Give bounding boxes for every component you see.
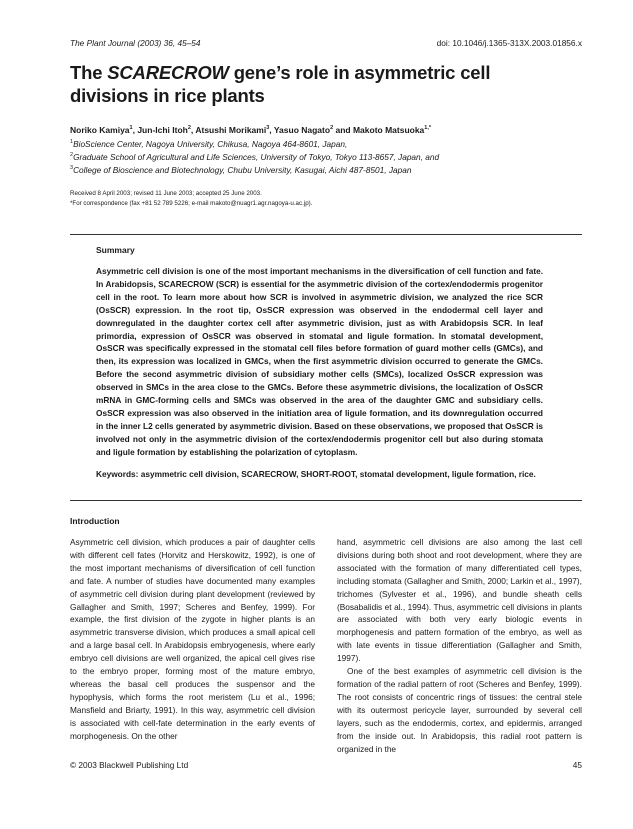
affiliation-text: Graduate School of Agricultural and Life Sciences, University of Tokyo, Tokyo 113-8657, Japan, and	[73, 151, 440, 162]
author-separator: ,	[269, 124, 274, 135]
affiliation-text: College of Bioscience and Biotechnology, Chubu University, Kasugai, Aichi 487-8501, Japan	[73, 164, 412, 175]
author-affil-mark: 1,*	[424, 125, 432, 131]
keywords: Keywords: asymmetric cell division, SCARECROW, SHORT-ROOT, stomatal development, ligule formation, rice.	[96, 468, 536, 479]
affiliation-number: 1	[70, 139, 74, 145]
author-name: Noriko Kamiya	[70, 124, 130, 135]
copyright-notice: © 2003 Blackwell Publishing Ltd	[70, 760, 189, 770]
intro-paragraph-1-continued: hand, asymmetric cell divisions are also among the last cell divisions during both shoot and root development, where they are associated with the formation of many differentiated cell types, including stomata (Gallagher and Smith, 2000; Larkin et al., 1997), trichomes (Sylvester et al., 1996), and bundle sheath cells (Bosabalidis et al., 1994). Thus, asymmetric cell divisions in plants are associated with both very early biologic events in morphogenesis and pattern formation of the embryo, as well as with late events in tissue differentiation (Gallagher and Smith, 1997).	[337, 537, 582, 664]
summary-body: Asymmetric cell division is one of the most important mechanisms in the diversification of cell function and fate. In Arabidopsis, SCARECROW (SCR) is essential for the asymmetric division of the cortex/endodermis progenitor cell in the root. To learn more about how SCR is involved in asymmetric division, we analyzed the rice SCR (OsSCR) expression. In the root tip, OsSCR expression was observed in the endodermal cell layer and downregulated in the daughter cortex cell after asymmetric division, just as with Arabidopsis SCR. In leaf primordia, expression of OsSCR was observed in stomatal and ligule formation. In stomatal development, OsSCR was specifically expressed in the stomatal cell files before formation of guard mother cells (GMCs), and then, its expression was localized in GMCs, when the first asymmetric division occurred to generate the GMCs. Before the second asymmetric division of subsidiary mother cells (SMCs), localized OsSCR expression was observed in SMCs in the area close to the GMCs. Before these asymmetric divisions, the localization of OsSCR mRNA in GMC-forming cells and SMCs was observed in the area of the daughter GMC and subsidiary cells. OsSCR expression was also observed in the initiation area of ligule formation, and its downregulation occurred in the inner L2 cells generated by asymmetric division. Based on these observations, we proposed that OsSCR is involved not only in the asymmetric division of the cortex/endodermis progenitor cell but also during stomata and ligule formation by establishing the polarization of cytoplasm.	[96, 266, 543, 457]
author-separator: ,	[132, 124, 138, 135]
running-header	[70, 38, 582, 52]
intro-paragraph-2: One of the best examples of asymmetric cell division is the formation of the radial pattern of root (Scheres and Benfey, 1999). The root consists of concentric rings of tissues: the central stele with its outermost pericycle layer, surrounded by several cell layers, such as the endodermis, cortex, and epidermis, arranged from the inside out. In Arabidopsis, this radial root pattern is organized in the	[337, 666, 582, 754]
affiliation-number: 2	[70, 152, 74, 158]
author-list	[70, 122, 582, 136]
intro-paragraph-1: Asymmetric cell division, which produces a pair of daughter cells with different cell fates (Horvitz and Herskowitz, 1992), is one of the most important mechanisms of diversification of cell function and fate. A number of studies have documented many examples of asymmetric cell division during plant development (reviewed by Gallagher and Smith, 1997; Scheres and Benfey, 1999). For example, the first division of the zygote in higher plants is an asymmetric transverse division, which produces a small apical cell and a large basal cell. In Arabidopsis embryogenesis, where early embryo cell divisions are well organized, the apical cell gives rise to the embryo proper, forming most of the mature embryo, whereas the basal cell produces the suspensor and the hypophysis, which forms the root meristem (Lu et al., 1996; Mansfield and Briarty, 1991). In this way, asymmetric cell division is associated with cell-fate determination in the early events of morphogenesis. On the other	[70, 537, 315, 741]
article-title	[70, 61, 570, 107]
summary-heading: Summary	[96, 245, 135, 255]
author-affil-mark: 2	[187, 125, 191, 131]
page-footer	[70, 760, 582, 772]
affiliation-number: 3	[70, 165, 74, 171]
author-name: Yasuo Nagato	[273, 124, 331, 135]
affiliation-2	[70, 149, 582, 163]
journal-citation: The Plant Journal (2003) 36, 45–54	[70, 38, 201, 48]
author-name: Jun-Ichi Itoh	[137, 124, 188, 135]
summary-top-rule	[70, 234, 582, 235]
affiliation-text: BioScience Center, Nagoya University, Chikusa, Nagoya 464-8601, Japan,	[73, 138, 348, 149]
author-affil-mark: 3	[266, 125, 270, 131]
title-prefix: The	[70, 62, 108, 83]
summary-section	[96, 245, 543, 481]
intro-right-column	[337, 536, 582, 755]
title-gene-name: SCARECROW	[107, 62, 229, 83]
received-dates: Received 8 April 2003; revised 11 June 2003; accepted 25 June 2003.	[70, 190, 262, 197]
author-separator: ,	[190, 124, 196, 135]
author-affil-mark: 1	[129, 125, 133, 131]
correspondence-note: *For correspondence (fax +81 52 789 5226; e-mail makoto@nuagr1.agr.nagoya-u.ac.jp).	[70, 200, 313, 207]
affiliation-3	[70, 162, 582, 176]
summary-bottom-rule	[70, 500, 582, 501]
page-number: 45	[572, 760, 582, 770]
intro-left-column	[70, 536, 315, 743]
affiliation-1	[70, 136, 582, 150]
author-name: Makoto Matsuoka	[352, 124, 425, 135]
doi-link[interactable]: doi: 10.1046/j.1365-313X.2003.01856.x	[436, 38, 582, 48]
author-affil-mark: 2	[330, 125, 334, 131]
title-suffix: gene’s role in asymmetric cell divisions in rice plants	[70, 62, 491, 106]
author-name: Atsushi Morikami	[195, 124, 267, 135]
introduction-heading: Introduction	[70, 516, 120, 526]
author-separator: and	[333, 124, 353, 135]
